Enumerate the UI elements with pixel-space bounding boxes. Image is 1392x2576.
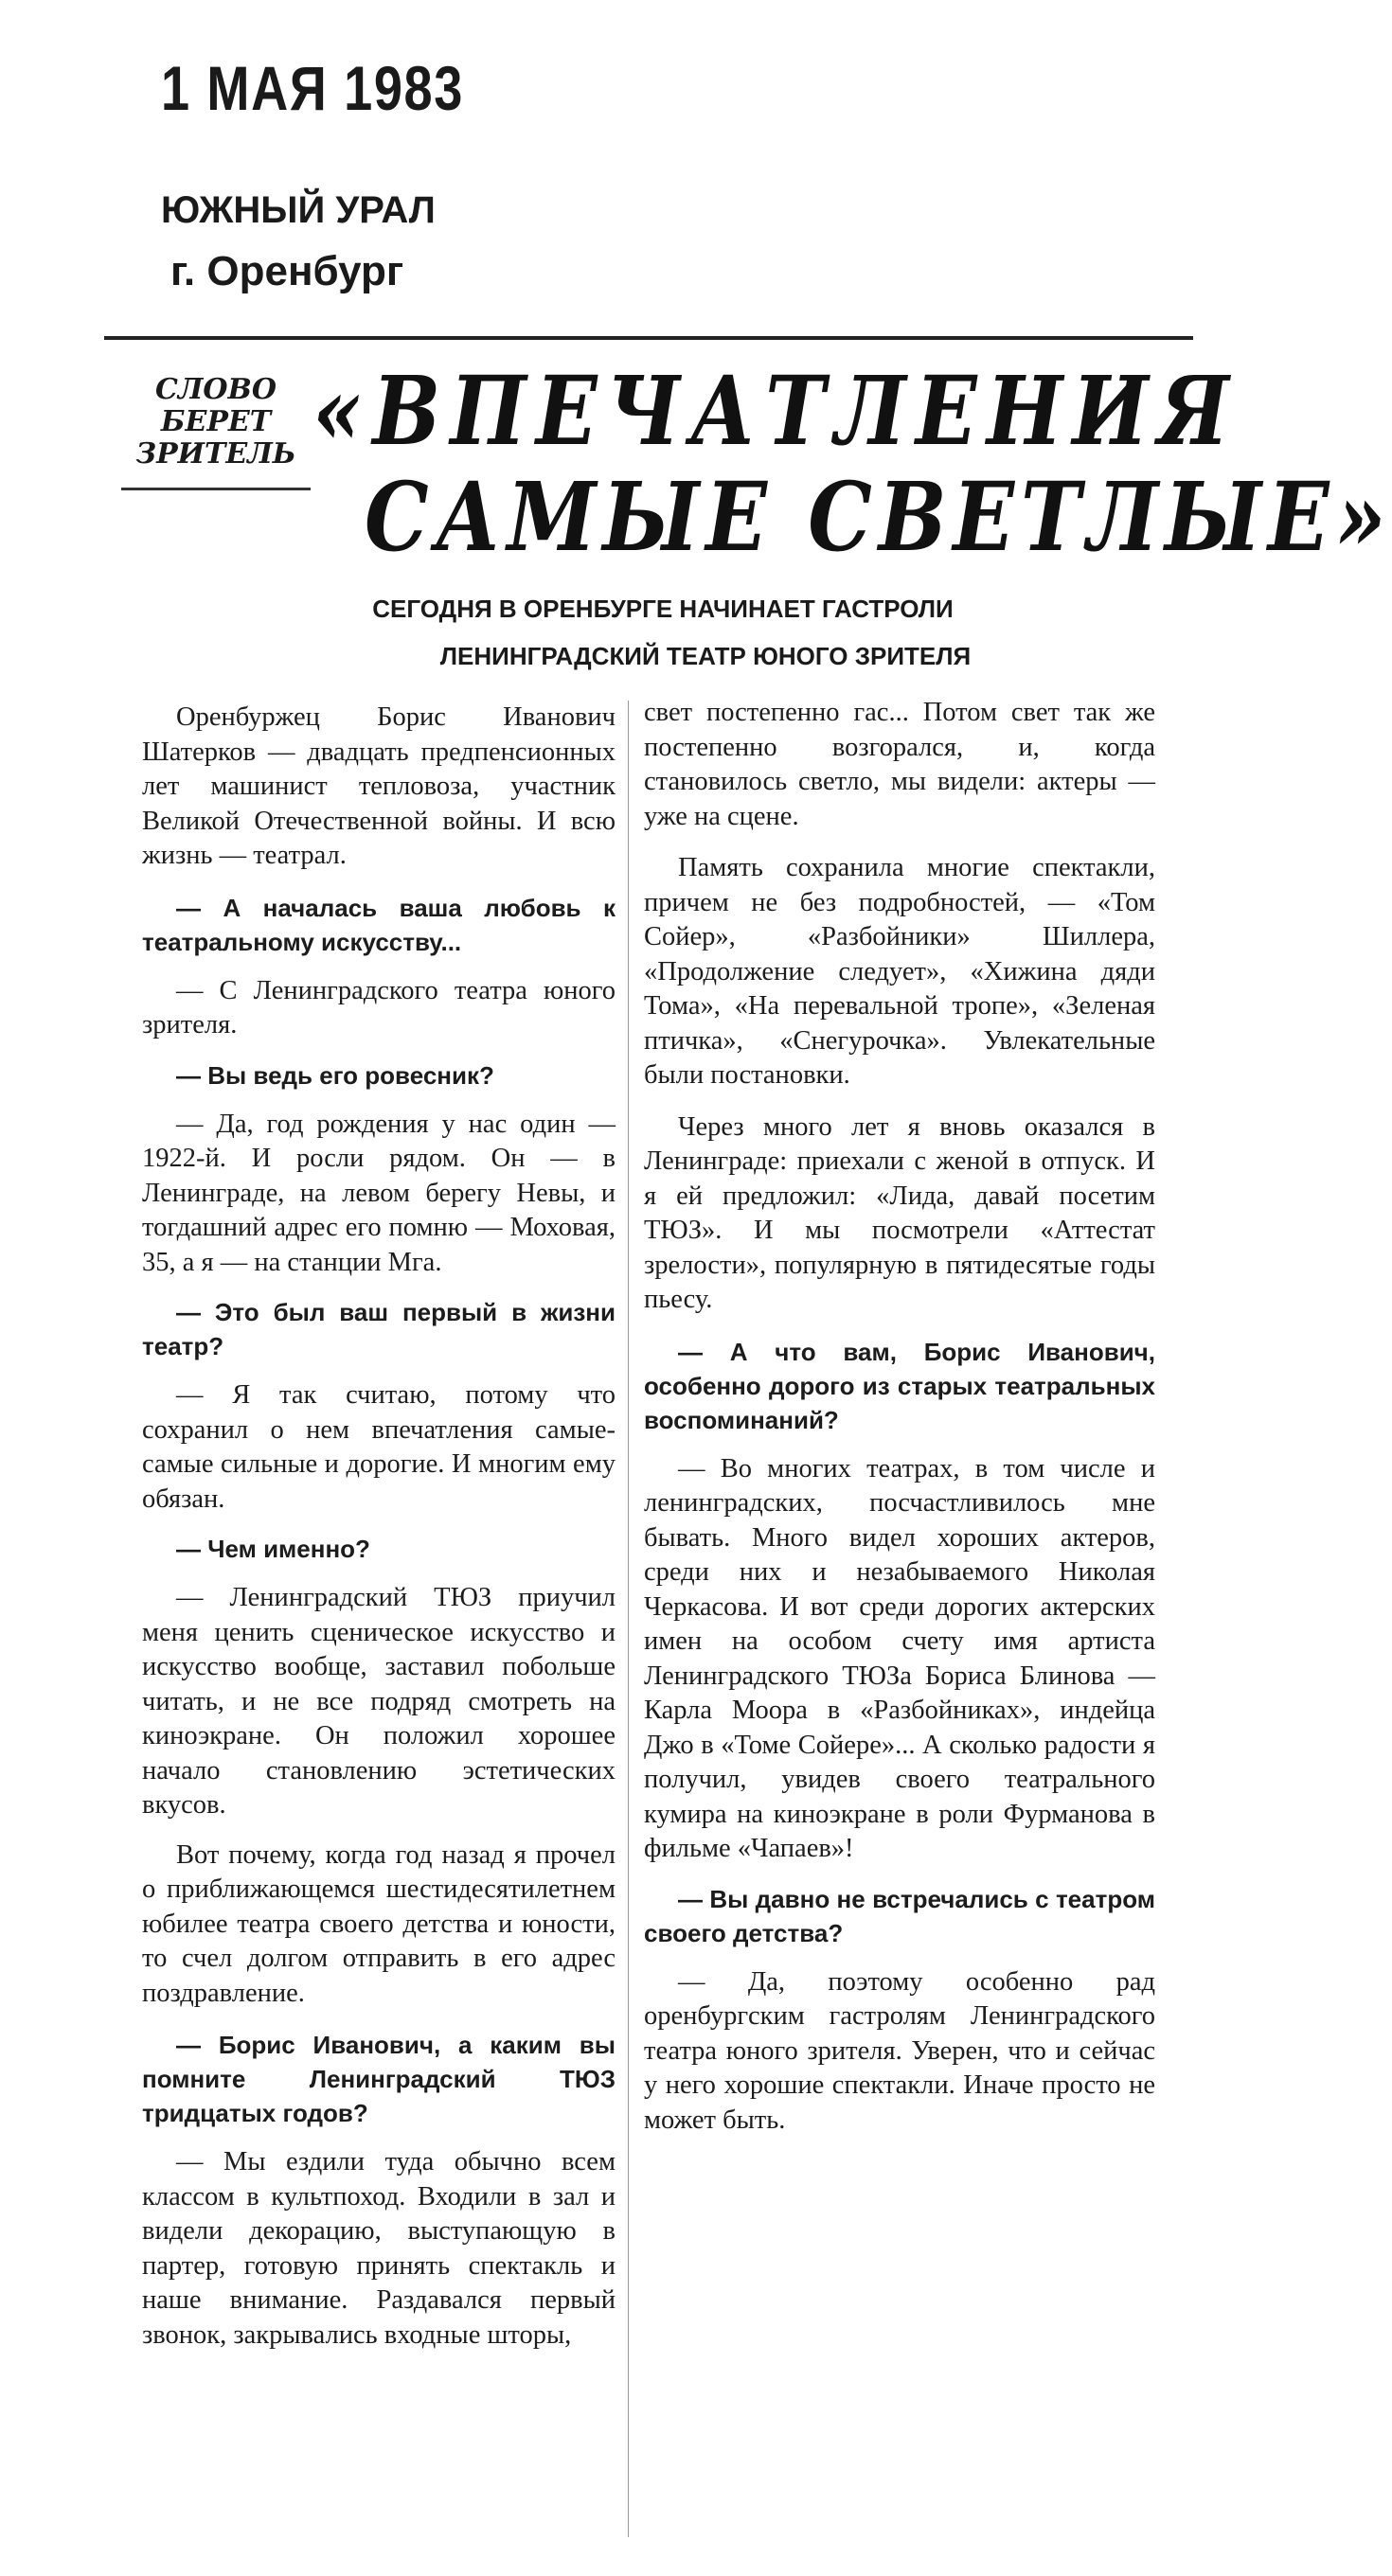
subheadline-line: СЕГОДНЯ В ОРЕНБУРГЕ НАЧИНАЕТ ГАСТРОЛИ <box>372 595 954 623</box>
headline <box>312 355 1392 573</box>
article-column-right <box>644 696 1155 2153</box>
rubric-line: СЛОВО <box>154 373 277 406</box>
rubric <box>121 374 311 471</box>
headline-line: САМЫЕ СВЕТЛЫЕ» <box>365 461 1392 573</box>
rubric-rule <box>121 488 311 490</box>
interview-question: — А что вам, Борис Иванович, особенно дорого из старых театральных воспоминаний? <box>644 1337 1155 1434</box>
column-divider <box>628 701 629 2537</box>
interview-question: — Борис Иванович, а каким вы помните Ленинградский ТЮЗ тридцатых годов? <box>142 2031 616 2127</box>
article-column-left <box>142 701 616 2368</box>
interview-answer: — Ленинградский ТЮЗ приучил меня ценить сценическое искусство и искусство вообще, заставил побольше читать, и не все подряд смотреть на киноэкране. Он положил хорошее начало становлению эстетических вкусов. <box>142 1583 616 1820</box>
interview-question: — Вы давно не встречались с театром своего детства? <box>644 1884 1155 1947</box>
interview-answer: — С Ленинградского театра юного зрителя. <box>142 975 616 1039</box>
interview-answer: — Мы ездили туда обычно всем классом в культпоход. Входили в зал и видели декорацию, выступающую в партер, готовую принять спектакль и наше внимание. Раздавался первый звонок, закрывались входные шторы, <box>142 2147 616 2350</box>
paragraph: Вот почему, когда год назад я прочел о приближающемся шестидесятилетнем юбилее театра своего детства и юности, то счел долгом отправить в его адрес поздравление. <box>142 1839 616 2008</box>
paragraph: Оренбуржец Борис Иванович Шатерков — двадцать предпенсионных лет машинист тепловоза, участник Великой Отечественной войны. И всю жизнь — театрал. <box>142 702 616 870</box>
interview-question: — Вы ведь его ровесник? <box>176 1060 494 1090</box>
subheadline-line: ЛЕНИНГРАДСКИЙ ТЕАТР ЮНОГО ЗРИТЕЛЯ <box>439 642 972 670</box>
interview-answer: — Я так считаю, потому что сохранил о нем впечатления самые-самые сильные и дорогие. И многим ему обязан. <box>142 1380 616 1514</box>
interview-answer: — Да, год рождения у нас один — 1922-й. И росли рядом. Он — в Ленинграде, на левом берегу Невы, и тогдашний адрес его помню — Моховая, 35, а я — на станции Мга. <box>142 1109 616 1277</box>
rubric-line: БЕРЕТ <box>160 405 272 438</box>
paragraph: Через много лет я вновь оказался в Ленинграде: приехали с женой в отпуск. И я ей предложил: «Лида, давай посетим ТЮЗ». И мы посмотрели «Аттестат зрелости», популярную в пятидесятые годы пьесу. <box>644 1111 1155 1314</box>
clipping-date-stamp: 1 МАЯ 1983 <box>161 53 465 123</box>
interview-answer: — Во многих театрах, в том числе и ленинградских, посчастливилось мне бывать. Много видел хороших актеров, среди них и незабываемого Николая Черкасова. И вот среди дорогих актерских имен на особом счету имя артиста Ленинградского ТЮЗа Бориса Блинова — Карла Моора в «Разбойниках», индейца Джо в «Томе Сойере»... А сколько радости я получил, увидев своего театрального кумира на киноэкране в роли Фурманова в фильме «Чапаев»! <box>644 1453 1155 1863</box>
paragraph: Память сохранила многие спектакли, причем не без подробностей, — «Том Сойер», «Разбойники» Шиллера, «Продолжение следует», «Хижина дяди Тома», «На перевальной тропе», «Зеленая птичка», «Снегурочка». Увлекательные были постановки. <box>644 853 1155 1090</box>
interview-answer: — Да, поэтому особенно рад оренбургским гастролям Ленинградского театра юного зрителя. Уверен, что и сейчас у него хорошие спектакли. Иначе просто не может быть. <box>644 1966 1155 2135</box>
rubric-line: ЗРИТЕЛЬ <box>135 437 296 471</box>
paragraph: свет постепенно гас... Потом свет так же постепенно возгорался, и, когда становилось светло, мы видели: актеры — уже на сцене. <box>644 698 1155 831</box>
newspaper-city: г. Оренбург <box>170 248 404 294</box>
header-rule <box>104 336 1193 340</box>
interview-question: — Это был ваш первый в жизни театр? <box>142 1298 616 1360</box>
interview-question: — А началась ваша любовь к театральному искусству... <box>142 893 616 956</box>
interview-question: — Чем именно? <box>176 1535 370 1563</box>
newspaper-name: ЮЖНЫЙ УРАЛ <box>161 189 436 231</box>
headline-line: «ВПЕЧАТЛЕНИЯ <box>312 355 1240 467</box>
